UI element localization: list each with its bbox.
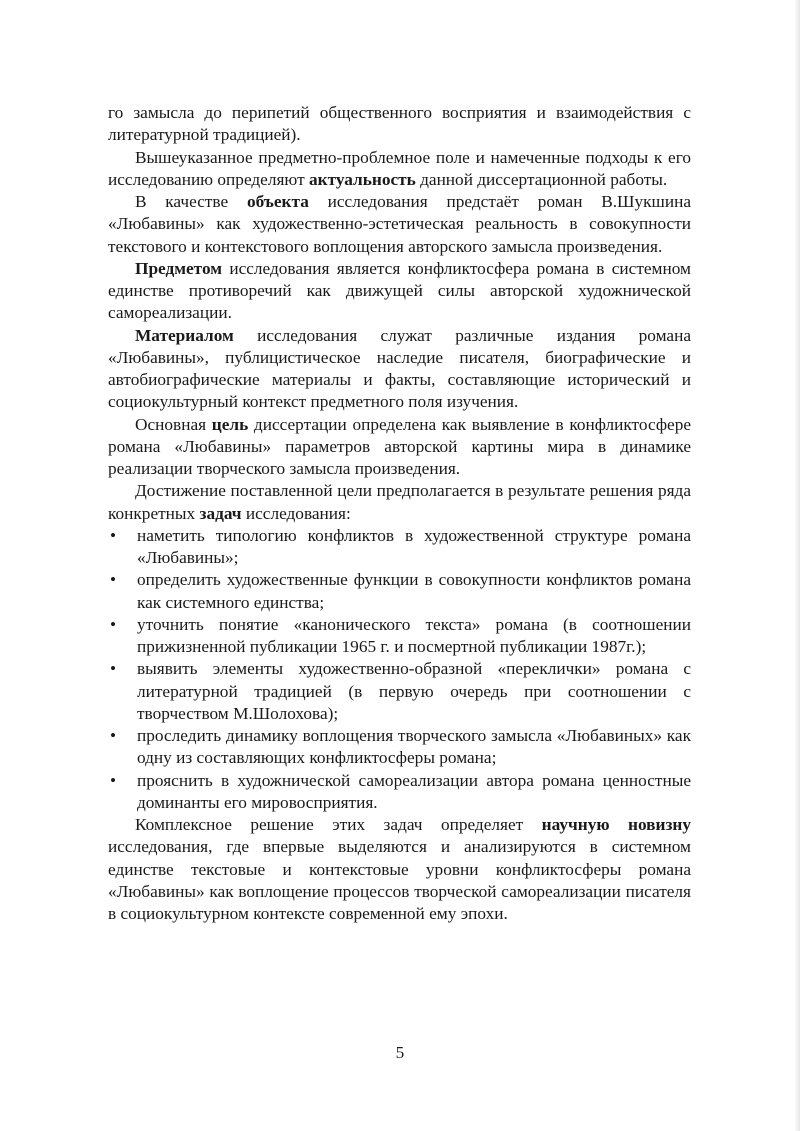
list-item: • уточнить понятие «канонического текста» романа (в соотношении прижизненной публикации 1965 г. и посмертной публикации 1987г.); <box>110 614 691 656</box>
list-item: • определить художественные функции в совокупности конфликтов романа как системного единства; <box>110 570 691 612</box>
list-item: • проследить динамику воплощения творческого замысла «Любавиных» как одну из составляющих конфликтосферы романа; <box>110 726 691 768</box>
bullet-icon: • <box>110 614 117 634</box>
list-item: • наметить типологию конфликтов в художественной структуре романа «Любавины»; <box>110 525 691 567</box>
page-edge-shadow <box>794 0 800 1131</box>
bullet-icon: • <box>110 770 117 790</box>
paragraph-novelty: Комплексное решение этих задач определяет научную новизну исследования, где впервые выделяются и анализируются в системном единстве текстовые и контекстовые уровни конфликтосферы романа «Любавины» как воплощение процессов творческой самореализации писателя в социокультурном контексте современной ему эпохи. <box>108 815 692 923</box>
paragraph-subject: Предметом исследования является конфликтосфера романа в системном единстве противоречий как движущей силы авторской художнической самореализации. <box>108 258 691 323</box>
page-number: 5 <box>395 1043 405 1062</box>
bullet-icon: • <box>110 726 117 745</box>
list-item: • выявить элементы художественно-образной «переклички» романа с литературной традицией (в первую очередь при соотношении с творчеством М.Шолохова); <box>110 659 691 723</box>
list-item: • прояснить в художнической самореализации автора романа ценностные доминанты его мировосприятия. <box>110 770 691 812</box>
paragraph-continuation: го замысла до перипетий общественного восприятия и взаимодействия с литературной традицией). <box>108 103 691 145</box>
paragraph-material: Материалом исследования служат различные издания романа «Любавины», публицистическое наследие писателя, биографические и автобиографические материалы и факты, составляющие исторический и социокультурный контекст предметного поля изучения. <box>108 325 691 412</box>
term-relevance: актуальность <box>308 169 416 189</box>
paragraph-goal: Основная цель диссертации определена как выявление в конфликтосфере романа «Любавины» параметров авторской картины мира в динамике реализации творческого замысла произведения. <box>108 414 692 478</box>
paragraph-relevance: Вышеуказанное предметно-проблемное поле и намеченные подходы к его исследованию определяют актуальность данной диссертационной работы. <box>108 147 691 189</box>
bullet-icon: • <box>110 525 117 545</box>
task-list <box>108 525 691 814</box>
term-material: Материалом <box>135 325 234 345</box>
body-text <box>108 102 691 925</box>
bullet-icon: • <box>110 659 117 679</box>
term-tasks: задач <box>199 503 242 523</box>
bullet-icon: • <box>110 570 117 590</box>
paragraph-tasks-intro: Достижение поставленной цели предполагается в результате решения ряда конкретных задач исследования: <box>108 481 691 523</box>
term-subject: Предметом <box>135 258 223 278</box>
term-goal: цель <box>211 414 249 434</box>
term-object: объекта <box>246 192 309 211</box>
term-novelty: научную новизну <box>541 815 692 834</box>
paragraph-object: В качестве объекта исследования предстаёт роман В.Шукшина «Любавины» как художественно-эстетическая реальность в совокупности текстового и контекстового воплощения авторского замысла произведения. <box>108 192 691 256</box>
